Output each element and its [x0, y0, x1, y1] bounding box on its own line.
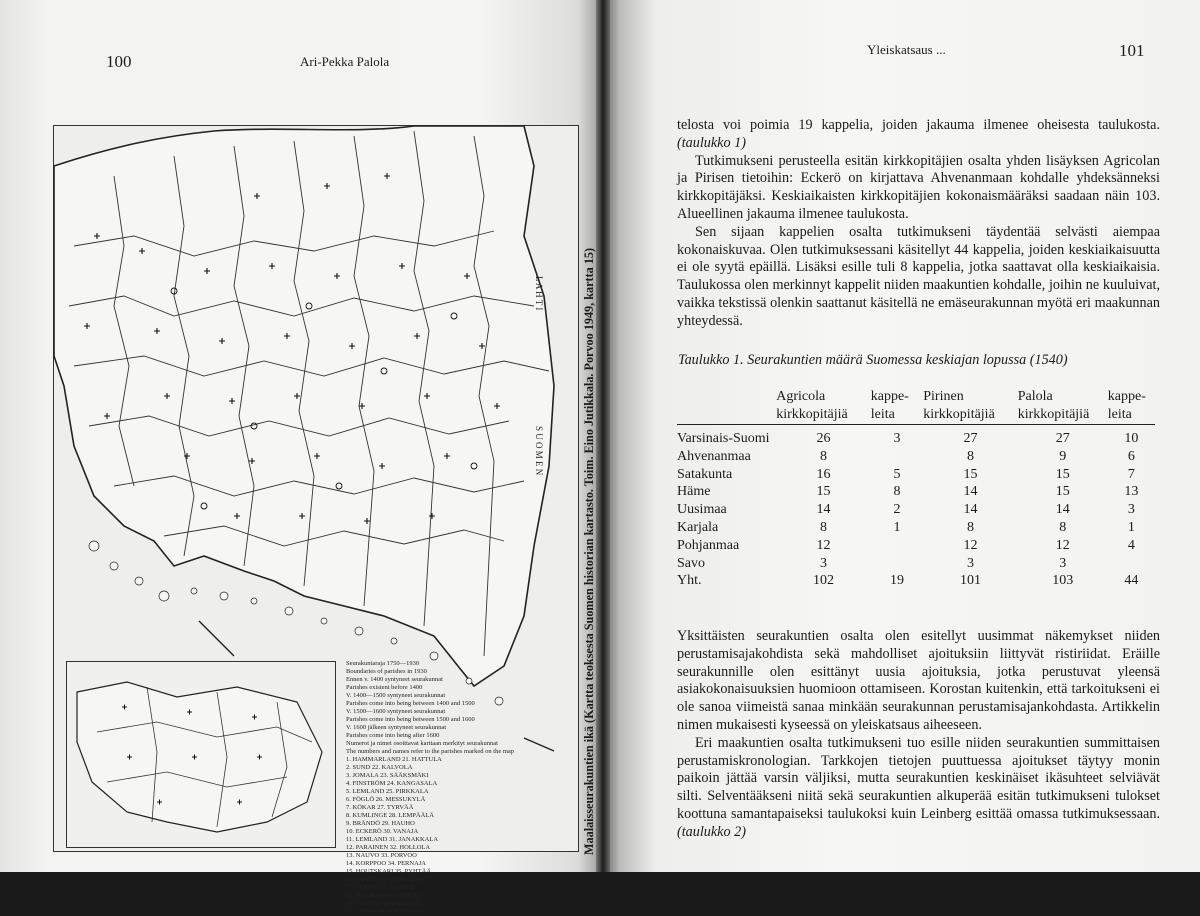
- table-cell: 3: [1059, 555, 1067, 571]
- map-caption: Maalaisseurakuntien ikä (Kartta teoksesta Suomen historian kartasto. Toim. Eino Jutikkala. Porvoo 1949, kartta 15): [582, 247, 596, 855]
- table-reference: (taulukko 2): [677, 823, 746, 840]
- left-running-head: Ari-Pekka Palola: [300, 54, 390, 69]
- legend-line: 3. JOMALA 23. SÄÄKSMÄKI: [346, 772, 429, 779]
- legend-line: 18. HALIKKO 38. VIIPURI: [346, 892, 421, 899]
- table-cell: 2: [893, 502, 901, 518]
- legend-line: V. 1600 jälkeen syntyneet seurakunnat: [346, 724, 447, 731]
- paragraph: Sen sijaan kappelien osalta tutkimukseni täydentää selvästi aiempaa kokonaiskuvaa. Olen tutkimuksessani käsitellyt 44 kappelia, joiden keskiaikaisuutta ei ole syytä epäillä. Lisäksi esille tuli 8 kappelia, jotka saattavat olla keskiaikaisia. Taulukossa olen merkinnyt kappelit niiden maakuntien kohdalle, joihin ne kuuluivat, vaikka tekstissä olenkin saattanut käsitellä ne emäseurakunnan myötä eri maakunnan yhteydessä.: [677, 223, 1160, 329]
- table-cell: 26: [816, 431, 831, 447]
- table-cell: 14: [1055, 502, 1070, 518]
- table-header-cell: Palola kirkkopitäjiä: [1017, 389, 1090, 422]
- legend-line: 5. LEMLAND 25. PIRKKALA: [346, 788, 429, 795]
- legend-line: Parishes come into being between 1500 and 1600: [346, 716, 475, 723]
- table-cell: Yht.: [677, 573, 702, 589]
- left-page-number: 100: [106, 52, 132, 71]
- paragraph: Yksittäisten seurakuntien osalta olen esitellyt uusimmat näkemykset niiden perustamisajakohdista sekä mahdolliset ajoituksiin liittyvät ristiriidat. Eräille seurakunnille olen esittänyt uusia ajoituksia, jotka perustuvat yleensä asiakokonaisuuksien huomioon ottamiseen. Korostan kuitenkin, että tarkoitukseni ei ole sanoa viimeistä sanaa minkään seurakunnan perustamisajankohdasta. Artikkelin nimen mukaisesti kyseessä on yleiskatsaus aiheeseen.: [677, 628, 1160, 733]
- table-cell: 5: [893, 466, 901, 482]
- table-cell: 13: [1124, 484, 1139, 500]
- inset-drawing: [67, 662, 335, 847]
- map-inset: [66, 661, 336, 848]
- table-cell: 14: [963, 484, 978, 500]
- paragraph: [677, 735, 1160, 842]
- body-text-top: [677, 117, 1160, 331]
- table-cell: 14: [963, 502, 978, 518]
- table-row: [677, 483, 1155, 501]
- table-cell: 7: [1127, 466, 1135, 482]
- table-header-cell: Pirinen kirkkopitäjiä: [923, 389, 995, 422]
- table-cell: Satakunta: [677, 466, 733, 482]
- table-cell: 12: [963, 537, 978, 553]
- paragraph-text: Eri maakuntien osalta tutkimukseni tuo esille niiden seurakuntien summittaisen perustamiskronologian. Tarkkojen tietojen puuttuessa ajoitukset täytyy monin paikoin jättää varsin väljiksi, mutta seurakuntien keskinäiset ikäsuhteet selviävät silti. Selventääkseni niitä sekä seurakuntien alkuperää esitän tutkimukseni tulokset koottuna samantapaiseksi taulukoksi kuin Leinberg esittää omassa tutkimuksessaan.: [677, 734, 1160, 822]
- legend-line: 13. NAUVO 33. PORVOO: [346, 852, 417, 859]
- table-cell: 15: [1055, 484, 1070, 500]
- legend-line: 15. HOUTSKARI 35. PYHTÄÄ: [346, 868, 432, 875]
- table-cell: 1: [1127, 520, 1135, 536]
- table-cell: 3: [967, 555, 974, 571]
- table-cell: [871, 448, 924, 466]
- table-header-row: [677, 388, 1155, 424]
- legend-line: 2. SUND 22. KALVOLA: [346, 764, 413, 771]
- table-row: [677, 501, 1155, 519]
- legend-line: 16. KEMIÖ 36. VEHKALAHTI: [346, 876, 431, 883]
- map-legend: [346, 660, 521, 915]
- legend-line: 12. PARAINEN 32. HOLLOLA: [346, 844, 431, 851]
- legend-line: Parishes come into being after 1600: [346, 732, 440, 739]
- legend-line: V. 1400—1500 syntyneet seurakunnat: [346, 692, 446, 699]
- table-cell: 12: [816, 537, 831, 553]
- table-cell: 15: [816, 484, 831, 500]
- legend-line: 7. KÖKAR 27. TYRVÄÄ: [346, 804, 414, 811]
- book-gutter: [596, 0, 610, 872]
- legend-line: 4. FINSTRÖM 24. KANGASALA: [346, 780, 438, 787]
- table-cell: 19: [889, 573, 904, 589]
- map-margin-label-2: S U O M E N: [534, 426, 544, 476]
- table-cell: Pohjanmaa: [677, 537, 740, 553]
- table-header-cell: kappe- leita: [870, 389, 909, 422]
- table-cell: 103: [1052, 573, 1074, 589]
- table-row: [677, 555, 1155, 573]
- body-text-bottom: [677, 628, 1160, 842]
- table-row: [677, 519, 1155, 537]
- table-cell: 4: [1127, 537, 1135, 553]
- table-cell: 15: [1055, 466, 1070, 482]
- table-cell: 10: [1124, 431, 1139, 447]
- right-page-number: 101: [1119, 41, 1145, 60]
- paragraph-text: telosta voi poimia 19 kappelia, joiden jakauma ilmenee oheisesta taulukosta.: [677, 117, 1160, 133]
- table-cell: 44: [1124, 573, 1139, 589]
- right-running-head: Yleiskatsaus ...: [867, 42, 946, 57]
- table-cell: Karjala: [677, 520, 719, 536]
- legend-line: 14. KORPPOO 34. PERNAJA: [346, 860, 426, 867]
- paragraph: [677, 117, 1160, 153]
- table-header-cell: kappe- leita: [1107, 389, 1146, 422]
- table-cell: 15: [963, 466, 978, 482]
- legend-line: 20. LOHJA 40. SORTAVALA: [346, 908, 425, 915]
- table-header-cell: [677, 388, 776, 424]
- parish-map: [53, 125, 579, 915]
- table-row: [677, 466, 1155, 484]
- legend-line: 19. SALO 39. KÄKISALMI: [346, 900, 421, 907]
- table-cell: 8: [967, 520, 974, 536]
- table-cell: 8: [1059, 520, 1067, 536]
- legend-line: Parishes come into being between 1400 and 1500: [346, 700, 475, 707]
- table-cell: 3: [819, 555, 827, 571]
- table-cell: 8: [819, 520, 827, 536]
- table-cell: [871, 537, 924, 555]
- table-cell: 6: [1127, 448, 1135, 464]
- legend-line: 17. PERNIÖ 37. LAPPEE: [346, 884, 415, 891]
- table-row: [677, 537, 1155, 555]
- legend-line: Parishes existent before 1400: [346, 684, 423, 691]
- right-page: [602, 0, 1200, 872]
- table-row: [677, 430, 1155, 448]
- table-row: [677, 572, 1155, 590]
- legend-line: Numerot ja nimet osoittavat karttaan merkityt seurakunnat: [346, 740, 498, 747]
- table-cell: 9: [1059, 448, 1067, 464]
- table-cell: 16: [816, 466, 831, 482]
- paragraph: Tutkimukseni perusteella esitän kirkkopitäjien osalta yhden lisäyksen Agricolan ja Pirisen tietoihin: Eckerö on kirjattava Ahvenanmaan kohdalle yhdeksänneksi kirkkopitäjäksi. Keskiaikaisten kirkkopitäjien kokonaismääräksi saadaan näin 103. Alueellinen jakauma ilmenee taulukosta.: [677, 152, 1160, 222]
- legend-line: Ennen v. 1400 syntyneet seurakunnat: [346, 676, 443, 683]
- table-cell: Ahvenanmaa: [677, 448, 751, 464]
- table-cell: Häme: [677, 484, 711, 500]
- table-cell: 14: [816, 502, 831, 518]
- table-cell: [1108, 555, 1155, 573]
- legend-line: Boundaries of parishes in 1930: [346, 668, 427, 675]
- table-cell: 1: [893, 520, 901, 536]
- table-cell: Varsinais-Suomi: [677, 431, 770, 447]
- legend-line: 9. BRÄNDÖ 29. HAUHO: [346, 820, 415, 827]
- table-header-cell: Agricola kirkkopitäjiä: [776, 389, 848, 422]
- table-cell: 3: [1127, 502, 1135, 518]
- legend-line: 1. HAMMARLAND 21. HATTULA: [346, 756, 442, 763]
- legend-line: 8. KUMLINGE 28. LEMPÄÄLÄ: [346, 812, 434, 819]
- table-cell: 8: [967, 448, 974, 464]
- table-reference: (taulukko 1): [677, 134, 746, 151]
- table-cell: 8: [893, 484, 901, 500]
- table-cell: 102: [812, 573, 834, 589]
- parish-count-table: [677, 388, 1155, 590]
- table-cell: 101: [960, 573, 981, 589]
- legend-line: 6. FÖGLÖ 26. MESSUKYLÄ: [346, 796, 426, 803]
- table-cell: 12: [1055, 537, 1070, 553]
- table-cell: 3: [893, 431, 901, 447]
- table-cell: [871, 555, 924, 573]
- legend-line: The numbers and names refer to the parishes marked on the map: [346, 748, 515, 755]
- legend-line: Seurakuntaraja 1750—1930: [346, 660, 420, 667]
- legend-line: 10. ECKERÖ 30. VANAJA: [346, 828, 419, 835]
- table-cell: Uusimaa: [677, 502, 727, 518]
- table-cell: 27: [963, 431, 978, 447]
- table-cell: Savo: [677, 555, 705, 571]
- table-row: [677, 448, 1155, 466]
- table-caption: Taulukko 1. Seurakuntien määrä Suomessa keskiajan lopussa (1540): [678, 352, 1068, 368]
- map-margin-label-1: L A H T I: [534, 276, 544, 311]
- table-cell: 8: [819, 448, 827, 464]
- legend-line: 11. LEMLAND 31. JANAKKALA: [346, 836, 439, 843]
- table-cell: 27: [1055, 431, 1070, 447]
- legend-line: V. 1500—1600 syntyneet seurakunnat: [346, 708, 446, 715]
